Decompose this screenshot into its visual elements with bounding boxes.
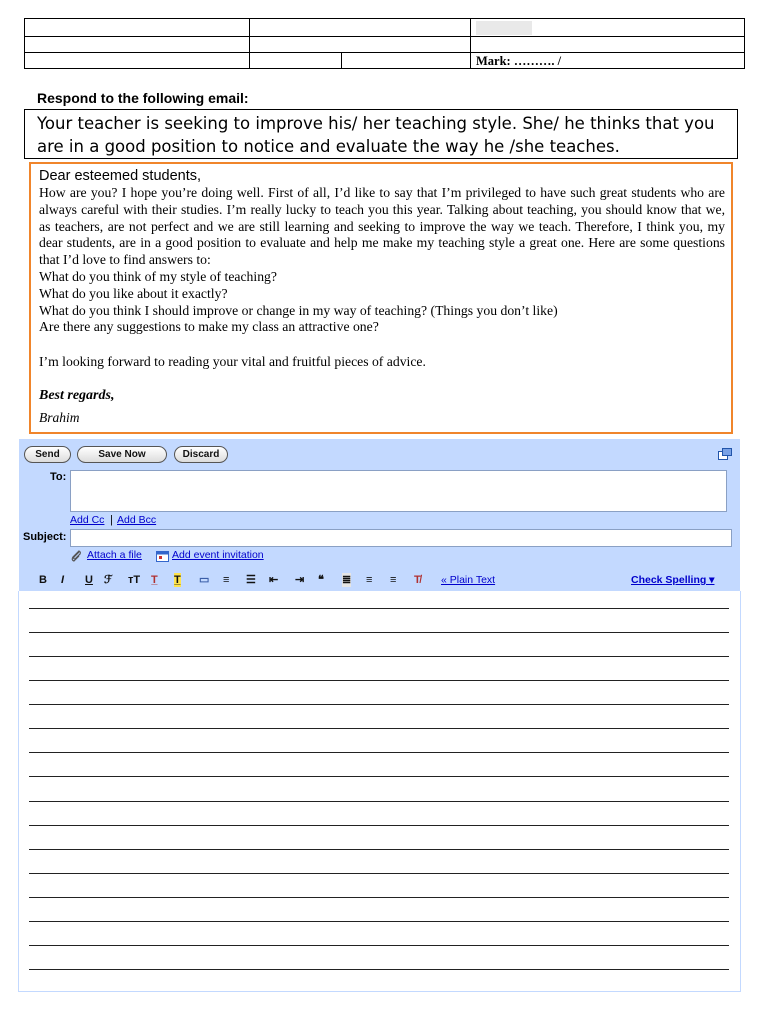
- paperclip-icon: [70, 549, 83, 562]
- answer-line[interactable]: [29, 704, 729, 705]
- email-greeting: Dear esteemed students,: [39, 168, 202, 184]
- email-question: What do you like about it exactly?: [39, 285, 228, 301]
- numbered-list-icon[interactable]: ≡: [223, 574, 230, 586]
- answer-line[interactable]: [29, 680, 729, 681]
- header-cell: [25, 19, 250, 37]
- header-cell: [471, 19, 745, 37]
- align-left-icon[interactable]: ≣: [342, 574, 352, 586]
- send-button[interactable]: Send: [24, 446, 71, 463]
- answer-line[interactable]: [29, 897, 729, 898]
- pop-out-icon[interactable]: [718, 448, 732, 460]
- answer-line[interactable]: [29, 849, 729, 850]
- answer-line[interactable]: [29, 608, 729, 609]
- header-cell: [25, 53, 250, 69]
- underline-icon[interactable]: U: [85, 574, 93, 586]
- link-icon[interactable]: ▭: [199, 574, 210, 586]
- outdent-icon[interactable]: ⇤: [269, 574, 279, 586]
- scenario-box: Your teacher is seeking to improve his/ her teaching style. She/ he thinks that you are in a good position to notice and evaluate the way he /she teaches.: [24, 109, 738, 159]
- check-spelling-link[interactable]: Check Spelling ▾: [631, 574, 715, 586]
- to-label: To:: [50, 471, 67, 483]
- mark-label: Mark: ………. /: [471, 53, 745, 69]
- attach-file-link[interactable]: Attach a file: [87, 549, 142, 561]
- plain-text-link[interactable]: « Plain Text: [441, 574, 496, 586]
- discard-button[interactable]: Discard: [174, 446, 228, 463]
- grey-shade: [476, 21, 532, 35]
- answer-line[interactable]: [29, 969, 729, 970]
- email-question: What do you think of my style of teaching?: [39, 268, 277, 284]
- answer-line[interactable]: [29, 945, 729, 946]
- answer-line[interactable]: [29, 752, 729, 753]
- header-table: [24, 18, 745, 69]
- quote-icon[interactable]: ❝: [318, 574, 324, 586]
- answer-line[interactable]: [29, 825, 729, 826]
- email-regards: Best regards,: [39, 388, 115, 404]
- align-center-icon[interactable]: ≡: [366, 574, 373, 586]
- add-bcc-link[interactable]: Add Bcc: [117, 514, 157, 526]
- to-field[interactable]: [70, 470, 727, 512]
- subject-field[interactable]: [70, 529, 732, 547]
- email-closing: I’m looking forward to reading your vital and fruitful pieces of advice.: [39, 354, 426, 370]
- format-toolbar: [37, 573, 727, 589]
- font-size-icon[interactable]: тT: [128, 574, 141, 586]
- text-color-icon[interactable]: T̲: [151, 574, 158, 586]
- indent-icon[interactable]: ⇥: [295, 574, 305, 586]
- bullet-list-icon[interactable]: ☰: [246, 574, 256, 586]
- subject-label: Subject:: [23, 531, 67, 543]
- instruction-heading: Respond to the following email:: [37, 90, 249, 106]
- add-event-link[interactable]: Add event invitation: [172, 549, 264, 561]
- answer-line[interactable]: [29, 632, 729, 633]
- header-cell: [250, 37, 471, 53]
- italic-icon[interactable]: I: [61, 574, 65, 586]
- email-message: [29, 162, 733, 434]
- header-cell: [250, 53, 342, 69]
- email-question: Are there any suggestions to make my class an attractive one?: [39, 319, 379, 335]
- highlight-icon[interactable]: T̲: [174, 574, 181, 586]
- email-signature: Brahim: [39, 410, 80, 426]
- save-now-button[interactable]: Save Now: [77, 446, 167, 463]
- align-right-icon[interactable]: ≡: [390, 574, 397, 586]
- font-icon[interactable]: ℱ: [104, 574, 113, 586]
- bold-icon[interactable]: B: [39, 574, 47, 586]
- link-separator: |: [110, 514, 113, 526]
- header-cell: [250, 19, 471, 37]
- header-cell: [25, 37, 250, 53]
- email-body: How are you? I hope you’re doing well. First of all, I’d like to say that I’m privileged to have such great students who are always careful with their studies. I’m really lucky to teach you this year. Talking about teaching, you should know that we, as teachers, are not perfect and we are still learning and seeking to improve the way we teach. Therefore, I think you, my dear students, are in a good position to evaluate and help me make my teaching style a great one. Here are some questions that I’d love to find answers to:: [39, 185, 725, 268]
- answer-line[interactable]: [29, 801, 729, 802]
- calendar-icon: [156, 550, 169, 562]
- compose-panel: [19, 439, 740, 591]
- answer-line[interactable]: [29, 728, 729, 729]
- remove-formatting-icon[interactable]: T̸: [414, 574, 421, 586]
- header-cell: [471, 37, 745, 53]
- answer-line[interactable]: [29, 921, 729, 922]
- answer-area[interactable]: [18, 591, 741, 992]
- add-cc-link[interactable]: Add Cc: [70, 514, 105, 526]
- answer-line[interactable]: [29, 873, 729, 874]
- answer-line[interactable]: [29, 656, 729, 657]
- answer-line[interactable]: [29, 776, 729, 777]
- email-question: What do you think I should improve or change in my way of teaching? (Things you don’t like): [39, 302, 558, 318]
- header-cell: [342, 53, 471, 69]
